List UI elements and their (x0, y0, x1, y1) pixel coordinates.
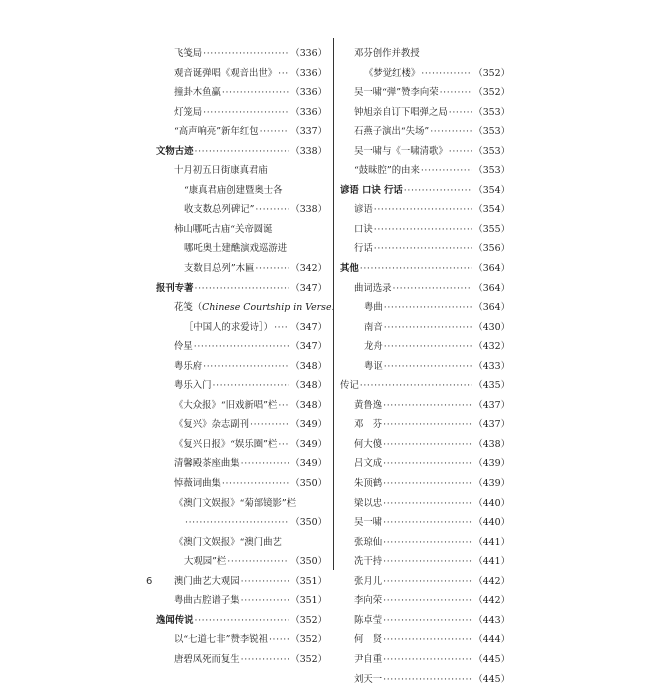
toc-entry-title: 吴一啸“弹”赞李向荣 (354, 83, 439, 103)
toc-entry-title: 文物古迹 (156, 142, 194, 162)
toc-entry-title: 粤曲古腔谱子集 (174, 591, 240, 611)
toc-leader-dots (430, 122, 472, 142)
toc-entry-title: 《澳门文娱报》“澳门曲艺 (174, 533, 282, 553)
toc-page-ref: （349） (290, 454, 327, 474)
toc-page-ref: （364） (473, 298, 510, 318)
toc-leader-dots (278, 435, 289, 455)
toc-entry (156, 513, 327, 533)
toc-entry-title: 《复兴》杂志副刊 (174, 415, 249, 435)
toc-entry (340, 44, 510, 64)
toc-entry (340, 337, 510, 357)
toc-entry-title: 粤乐府 (174, 357, 202, 377)
toc-entry-title: 《大众报》“旧戏新唱”栏 (174, 396, 277, 416)
toc-leader-dots (393, 279, 473, 299)
toc-entry (340, 103, 510, 123)
toc-page-ref: （351） (290, 572, 327, 592)
toc-leader-dots (383, 454, 472, 474)
toc-leader-dots (255, 259, 289, 279)
toc-leader-dots (255, 200, 289, 220)
toc-entry-title: 粤乐入门 (174, 376, 212, 396)
toc-entry-title: 曲词选录 (354, 279, 392, 299)
toc-entry (156, 239, 327, 259)
toc-entry (156, 181, 327, 201)
toc-leader-dots (260, 122, 290, 142)
toc-leader-dots (360, 376, 473, 396)
toc-entry-title: 大观园”栏 (184, 552, 226, 572)
toc-entry-title: 粤讴 (364, 357, 383, 377)
toc-page-ref: （435） (473, 376, 510, 396)
toc-entry-title: 撞卦木鱼赢 (174, 83, 221, 103)
toc-leader-dots (383, 513, 472, 533)
toc-leader-dots (222, 83, 289, 103)
toc-leader-dots (278, 396, 289, 416)
toc-leader-dots (195, 611, 290, 631)
toc-page-ref: （336） (290, 64, 327, 84)
toc-entry-title: 观音诞弹唱《观音出世》 (174, 64, 277, 84)
toc-entry (156, 415, 327, 435)
toc-entry-title: 其他 (340, 259, 359, 279)
toc-entry-title: 朱顶鹤 (354, 474, 382, 494)
toc-entry-title: 《澳门文娱报》“菊部镜影”栏 (174, 494, 296, 514)
toc-leader-dots (241, 572, 290, 592)
toc-entry (340, 454, 510, 474)
toc-entry-title: 张琼仙 (354, 533, 382, 553)
toc-leader-dots (449, 103, 473, 123)
toc-leader-dots (383, 572, 472, 592)
toc-entry-title: 钟旭亲自订下唱弹之局 (354, 103, 448, 123)
toc-leader-dots (374, 220, 473, 240)
toc-leader-dots (383, 552, 472, 572)
toc-entry-title: 十月初五日街康真君庙 (174, 161, 268, 181)
toc-entry (340, 318, 510, 338)
toc-entry-title: 逸闻传说 (156, 611, 194, 631)
toc-page-ref: （349） (290, 435, 327, 455)
toc-page-ref: （336） (290, 83, 327, 103)
toc-section-heading (340, 181, 510, 201)
toc-leader-dots (383, 415, 472, 435)
toc-entry (340, 396, 510, 416)
toc-entry (340, 83, 510, 103)
toc-leader-dots (194, 337, 290, 357)
toc-section-heading (156, 611, 327, 631)
toc-leader-dots (185, 513, 289, 533)
toc-page-ref: （353） (473, 161, 510, 181)
toc-entry (156, 220, 327, 240)
toc-page-ref: （352） (473, 83, 510, 103)
toc-entry-title: 支数目总列”木匾 (184, 259, 254, 279)
toc-page-ref: （445） (473, 650, 510, 670)
toc-leader-dots (203, 44, 289, 64)
toc-entry (156, 435, 327, 455)
toc-entry-title: “鼓昧腔”的由来 (354, 161, 420, 181)
toc-entry (156, 44, 327, 64)
toc-page-ref: （342） (290, 259, 327, 279)
toc-entry (340, 122, 510, 142)
toc-entry-title: 柿山哪吒古庙“关帝圆诞 (174, 220, 273, 240)
toc-leader-dots (383, 611, 472, 631)
toc-page-ref: （353） (473, 142, 510, 162)
toc-entry (156, 376, 327, 396)
toc-page-ref: （442） (473, 591, 510, 611)
toc-page-ref: （352） (290, 611, 327, 631)
toc-page-ref: （338） (290, 200, 327, 220)
toc-entry (340, 435, 510, 455)
toc-leader-dots (383, 435, 472, 455)
toc-entry-title: 刘天一 (354, 670, 382, 689)
toc-page-ref: （352） (290, 630, 327, 650)
toc-entry (340, 494, 510, 514)
toc-page-ref: （348） (290, 396, 327, 416)
toc-leader-dots (384, 298, 473, 318)
toc-entry (156, 591, 327, 611)
toc-entry-title: 粤曲 (364, 298, 383, 318)
toc-leader-dots (404, 181, 473, 201)
toc-entry (156, 200, 327, 220)
toc-entry-title: 传记 (340, 376, 359, 396)
toc-entry-title: 尹自重 (354, 650, 382, 670)
toc-page-ref: （348） (290, 376, 327, 396)
toc-entry-title: 黄鲁逸 (354, 396, 382, 416)
toc-page-ref: （353） (473, 103, 510, 123)
toc-page-ref: （352） (290, 650, 327, 670)
toc-leader-dots (203, 103, 289, 123)
toc-entry (340, 161, 510, 181)
toc-entry (340, 572, 510, 592)
toc-page-ref: （354） (473, 181, 510, 201)
toc-leader-dots (241, 650, 290, 670)
toc-entry (156, 552, 327, 572)
toc-page-ref: （348） (290, 357, 327, 377)
toc-entry-title: 龙舟 (364, 337, 383, 357)
toc-entry (156, 318, 327, 338)
toc-entry (156, 161, 327, 181)
toc-leader-dots (384, 318, 473, 338)
toc-entry-title: 南音 (364, 318, 383, 338)
toc-entry-title: 谚语 (354, 200, 373, 220)
toc-page-ref: （438） (473, 435, 510, 455)
toc-leader-dots (374, 239, 473, 259)
toc-entry (340, 357, 510, 377)
toc-entry-title: 收支数总列碑记” (184, 200, 254, 220)
toc-entry (340, 220, 510, 240)
toc-page-ref: （352） (473, 64, 510, 84)
toc-entry-title: 何 贤 (354, 630, 382, 650)
toc-page-ref: （433） (473, 357, 510, 377)
toc-entry-title: 行话 (354, 239, 373, 259)
toc-entry (156, 650, 327, 670)
toc-page-ref: （353） (473, 122, 510, 142)
toc-entry (156, 454, 327, 474)
toc-page-ref: （351） (290, 591, 327, 611)
toc-leader-dots (421, 161, 473, 181)
toc-right-column (340, 44, 510, 689)
toc-entry (156, 572, 327, 592)
toc-entry (340, 200, 510, 220)
toc-page-ref: （350） (290, 474, 327, 494)
toc-page-ref: （437） (473, 415, 510, 435)
page-number: 6 (146, 576, 152, 587)
toc-leader-dots (384, 337, 473, 357)
toc-entry (156, 357, 327, 377)
toc-page-ref: （439） (473, 454, 510, 474)
toc-leader-dots (222, 474, 289, 494)
toc-leader-dots (250, 415, 289, 435)
toc-entry-title: 花笺（Chinese Courtship in Verse. (174, 298, 335, 318)
toc-entry (340, 142, 510, 162)
toc-page-ref: （364） (473, 259, 510, 279)
toc-entry (156, 474, 327, 494)
toc-leader-dots (449, 142, 473, 162)
toc-leader-dots (383, 474, 472, 494)
toc-entry (156, 259, 327, 279)
toc-leader-dots (360, 259, 473, 279)
toc-entry-title: 李向荣 (354, 591, 382, 611)
toc-page-ref: （356） (473, 239, 510, 259)
toc-entry (340, 239, 510, 259)
toc-page-ref: （350） (290, 552, 327, 572)
toc-entry-title: 以“七道七非”赞李锐祖 (174, 630, 268, 650)
toc-entry-title: 梁以忠 (354, 494, 382, 514)
toc-leader-dots (278, 64, 289, 84)
toc-leader-dots (195, 142, 290, 162)
toc-entry (156, 533, 327, 553)
toc-entry (340, 298, 510, 318)
toc-entry-title: 飞笺局 (174, 44, 202, 64)
toc-page-ref: （347） (290, 318, 327, 338)
toc-leader-dots (274, 318, 289, 338)
toc-entry-title: 陈卓莹 (354, 611, 382, 631)
toc-leader-dots (241, 454, 290, 474)
column-divider (333, 38, 334, 570)
toc-page-ref: （349） (290, 415, 327, 435)
toc-entry (340, 670, 510, 689)
toc-page-ref: （336） (290, 44, 327, 64)
toc-entry-title: 哪吒奥土建醮演戏巡游进 (184, 239, 287, 259)
toc-entry-title: 吴一啸 (354, 513, 382, 533)
toc-page-ref: （350） (290, 513, 327, 533)
toc-page-ref: （432） (473, 337, 510, 357)
toc-entry-title: “高声响亮”新年红包 (174, 122, 259, 142)
toc-section-heading (156, 279, 327, 299)
toc-entry (340, 474, 510, 494)
toc-page-ref: （336） (290, 103, 327, 123)
toc-leader-dots (269, 630, 289, 650)
toc-entry (340, 415, 510, 435)
toc-page-ref: （441） (473, 552, 510, 572)
toc-entry (156, 298, 327, 318)
toc-leader-dots (440, 83, 473, 103)
toc-entry-title: 清馨殿茶座曲集 (174, 454, 240, 474)
toc-section-heading (340, 259, 510, 279)
toc-section-heading (156, 142, 327, 162)
toc-entry-title: 吕文成 (354, 454, 382, 474)
toc-page-ref: （439） (473, 474, 510, 494)
toc-entry-title: 灯笼局 (174, 103, 202, 123)
toc-entry-title: 澳门曲艺大观园 (174, 572, 240, 592)
toc-page-ref: （443） (473, 611, 510, 631)
toc-entry (156, 337, 327, 357)
toc-page-ref: （347） (290, 337, 327, 357)
toc-page-ref: （354） (473, 200, 510, 220)
toc-entry (156, 103, 327, 123)
toc-entry (340, 552, 510, 572)
toc-entry-title: 谚语 口诀 行话 (340, 181, 403, 201)
toc-entry (340, 513, 510, 533)
toc-entry (340, 64, 510, 84)
toc-entry (340, 630, 510, 650)
toc-page-ref: （442） (473, 572, 510, 592)
toc-left-column (156, 44, 327, 670)
toc-entry (340, 279, 510, 299)
toc-page-ref: （430） (473, 318, 510, 338)
toc-leader-dots (203, 357, 289, 377)
toc-leader-dots (241, 591, 290, 611)
toc-entry (156, 83, 327, 103)
toc-leader-dots (195, 279, 290, 299)
toc-page-ref: （441） (473, 533, 510, 553)
toc-entry (340, 611, 510, 631)
toc-entry-title: 邓 芬 (354, 415, 382, 435)
toc-entry (340, 591, 510, 611)
toc-entry (340, 650, 510, 670)
toc-entry-title: 报刊专著 (156, 279, 194, 299)
toc-entry-title: 石燕子演出“失场” (354, 122, 429, 142)
toc-leader-dots (383, 494, 472, 514)
toc-page-ref: （440） (473, 494, 510, 514)
toc-entry-title: 《梦觉红楼》 (364, 64, 420, 84)
toc-entry (340, 533, 510, 553)
toc-page-ref: （445） (473, 670, 510, 689)
toc-entry-title: 悼薇词曲集 (174, 474, 221, 494)
toc-page-ref: （355） (473, 220, 510, 240)
toc-leader-dots (383, 650, 472, 670)
toc-entry (156, 630, 327, 650)
toc-leader-dots (383, 396, 472, 416)
toc-page-ref: （338） (290, 142, 327, 162)
toc-leader-dots (421, 64, 472, 84)
toc-entry (156, 494, 327, 514)
toc-leader-dots (374, 200, 473, 220)
toc-entry-title: 冼干持 (354, 552, 382, 572)
toc-entry-title: 邓芬创作并教授 (354, 44, 420, 64)
toc-leader-dots (213, 376, 290, 396)
toc-entry-title: 何大傻 (354, 435, 382, 455)
toc-entry-title: 《复兴日报》“娱乐圈”栏 (174, 435, 277, 455)
toc-page-ref: （337） (290, 122, 327, 142)
toc-entry (156, 64, 327, 84)
toc-section-heading (340, 376, 510, 396)
toc-page-ref: （347） (290, 279, 327, 299)
toc-page-ref: （440） (473, 513, 510, 533)
toc-entry-title: 伶星 (174, 337, 193, 357)
toc-page-ref: （444） (473, 630, 510, 650)
toc-entry-title: “康真君庙创建暨奥士各 (184, 181, 283, 201)
toc-entry-title: 唐碧凤死而复生 (174, 650, 240, 670)
toc-entry-title: 口诀 (354, 220, 373, 240)
toc-leader-dots (383, 533, 472, 553)
toc-entry-title: 吴一啸与《一啸清歌》 (354, 142, 448, 162)
toc-entry-title: ［中国人的求爱诗］） (184, 318, 273, 338)
toc-leader-dots (227, 552, 289, 572)
toc-leader-dots (384, 357, 473, 377)
toc-leader-dots (383, 630, 472, 650)
toc-page-ref: （437） (473, 396, 510, 416)
toc-leader-dots (383, 670, 472, 689)
toc-entry (156, 122, 327, 142)
toc-leader-dots (383, 591, 472, 611)
toc-page-ref: （364） (473, 279, 510, 299)
toc-entry-title: 张月儿 (354, 572, 382, 592)
toc-entry (156, 396, 327, 416)
